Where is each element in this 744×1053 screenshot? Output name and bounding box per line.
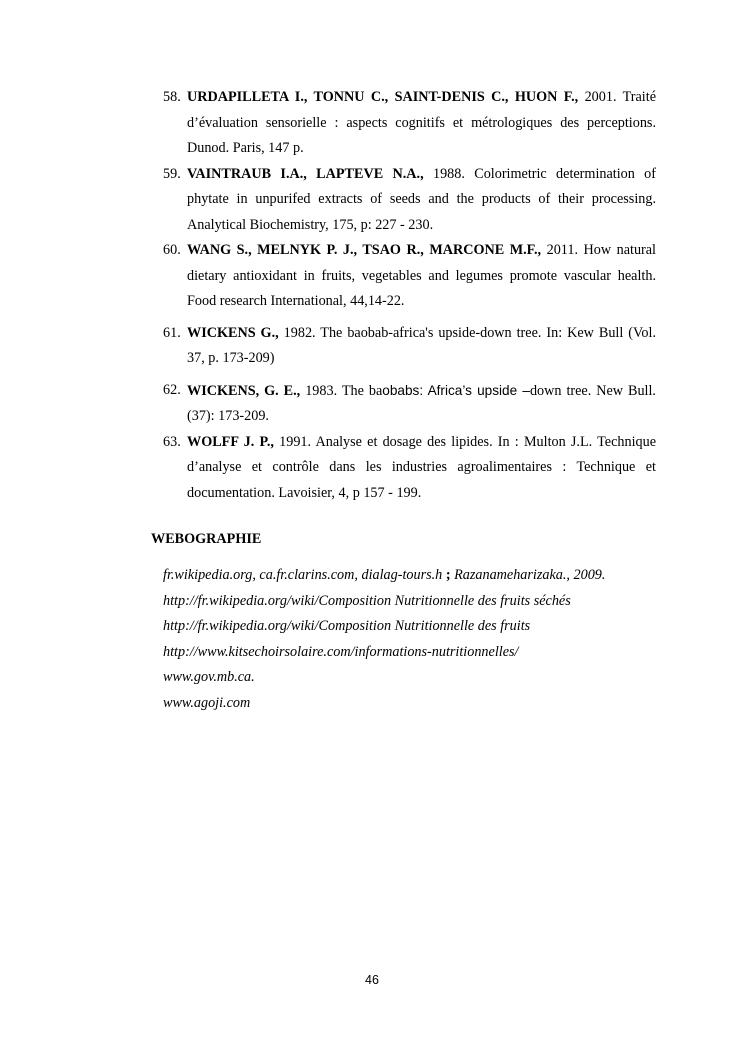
web-link[interactable]: http://fr.wikipedia.org/wiki/Composition Nutritionnelle des fruits	[163, 618, 531, 635]
reference-58	[163, 85, 656, 162]
page-number: 46	[365, 973, 379, 987]
web-link[interactable]: http://fr.wikipedia.org/wiki/Composition Nutritionnelle des fruits séchés	[163, 592, 571, 609]
reference-text: 1991. Analyse et dosage des lipides. In : Multon J.L. Technique d’analyse et contrôle dans les industries agroalimentaires : Technique et documentation. Lavoisier, 4, p 157 - 199.	[187, 433, 656, 501]
reference-authors: URDAPILLETA I., TONNU C., SAINT-DENIS C., HUON F.,	[187, 89, 579, 105]
web-source-separator: ;	[442, 567, 455, 583]
reference-text: 2011. How natural dietary antioxidant in fruits, vegetables and legumes promote vascular health. Food research International, 44,14-22.	[187, 242, 656, 309]
reference-number: 59.	[163, 165, 181, 182]
reference-number: 63.	[163, 433, 181, 450]
reference-authors: WICKENS, G. E.,	[187, 382, 301, 399]
reference-62	[163, 378, 656, 430]
reference-text: 2001. Traité d’évaluation sensorielle : aspects cognitifs et métrologiques des perceptions. Dunod. Paris, 147 p.	[187, 89, 656, 156]
webographie-list	[163, 563, 663, 717]
webographie-heading: WEBOGRAPHIE	[151, 531, 262, 547]
reference-63	[163, 430, 656, 507]
web-link[interactable]: http://www.kitsechoirsolaire.com/informations-nutritionnelles/	[163, 643, 519, 660]
web-source-text: fr.wikipedia.org, ca.fr.clarins.com, dialag-tours.h	[163, 567, 443, 583]
reference-text-sans: obabs: Africa’s upside –	[382, 382, 530, 398]
reference-number: 60.	[163, 242, 181, 258]
reference-list	[163, 85, 656, 506]
reference-authors: VAINTRAUB I.A., LAPTEVE N.A.,	[187, 165, 424, 182]
web-link[interactable]: www.agoji.com	[163, 694, 251, 711]
reference-authors: WANG S., MELNYK P. J., TSAO R., MARCONE M.F.,	[187, 242, 542, 258]
reference-text: 1982. The baobab-africa's upside-down tree. In: Kew Bull (Vol. 37, p. 173-209)	[187, 324, 656, 366]
web-source-line	[163, 563, 663, 589]
web-source-text: Razanameharizaka., 2009.	[454, 567, 606, 583]
reference-text: down tree. New Bull. (37): 173-209.	[187, 382, 656, 424]
reference-text: 1988. Colorimetric determination of phytate in unpurifed extracts of seeds and the products of their processing. Analytical Biochemistry, 175, p: 227 - 230.	[187, 165, 657, 233]
web-link[interactable]: www.gov.mb.ca.	[163, 669, 255, 686]
reference-60	[163, 238, 656, 315]
reference-number: 58.	[163, 89, 181, 105]
reference-text: 1983. The ba	[300, 382, 383, 399]
reference-authors: WOLFF J. P.,	[187, 433, 274, 450]
reference-61	[163, 321, 656, 372]
reference-authors: WICKENS G.,	[187, 324, 279, 341]
reference-number: 61.	[163, 324, 181, 341]
reference-number: 62.	[163, 381, 181, 398]
reference-59	[163, 162, 656, 239]
